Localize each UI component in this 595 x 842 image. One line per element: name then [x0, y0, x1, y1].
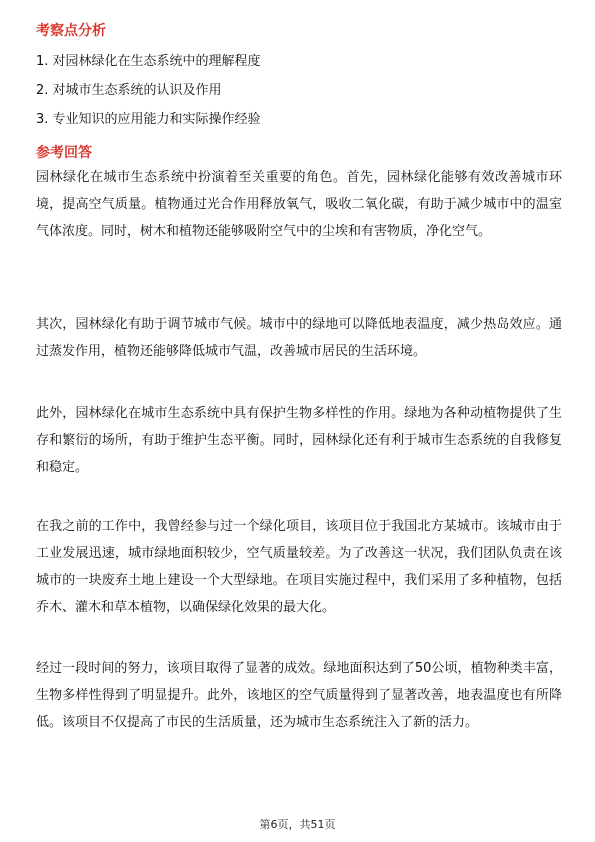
answer-paragraph-3: 此外，园林绿化在城市生态系统中具有保护生物多样性的作用。绿地为各种动植物提供了生存和繁衍的场所，有助于维护生态平衡。同时，园林绿化还有利于城市生态系统的自我修复和稳定。	[36, 406, 562, 475]
analysis-item-1: 1. 对园林绿化在生态系统中的理解程度	[36, 54, 261, 69]
answer-paragraph-5: 经过一段时间的努力，该项目取得了显著的成效。绿地面积达到了50公顷，植物种类丰富，生物多样性得到了明显提升。此外，该地区的空气质量得到了显著改善，地表温度也有所降低。该项目不仅提高了市民的生活质量，还为城市生态系统注入了新的活力。	[36, 661, 562, 730]
answer-paragraph-2: 其次，园林绿化有助于调节城市气候。城市中的绿地可以降低地表温度，减少热岛效应。通过蒸发作用，植物还能够降低城市气温，改善城市居民的生活环境。	[36, 317, 562, 359]
answer-paragraph-1: 园林绿化在城市生态系统中扮演着至关重要的角色。首先，园林绿化能够有效改善城市环境，提高空气质量。植物通过光合作用释放氧气，吸收二氧化碳，有助于减少城市中的温室气体浓度。同时，树木和植物还能够吸附空气中的尘埃和有害物质，净化空气。	[36, 170, 562, 239]
page-number: 第6页，共51页	[259, 818, 336, 831]
answer-paragraph-4: 在我之前的工作中，我曾经参与过一个绿化项目，该项目位于我国北方某城市。该城市由于工业发展迅速，城市绿地面积较少，空气质量较差。为了改善这一状况，我们团队负责在该城市的一块废弃土地上建设一个大型绿地。在项目实施过程中，我们采用了多种植物，包括乔木、灌木和草本植物，以确保绿化效果的最大化。	[36, 519, 562, 615]
analysis-item-3: 3. 专业知识的应用能力和实际操作经验	[36, 112, 261, 127]
analysis-heading: 考察点分析	[36, 23, 106, 39]
analysis-item-2: 2. 对城市生态系统的认识及作用	[36, 83, 222, 98]
answer-heading: 参考回答	[36, 145, 92, 161]
